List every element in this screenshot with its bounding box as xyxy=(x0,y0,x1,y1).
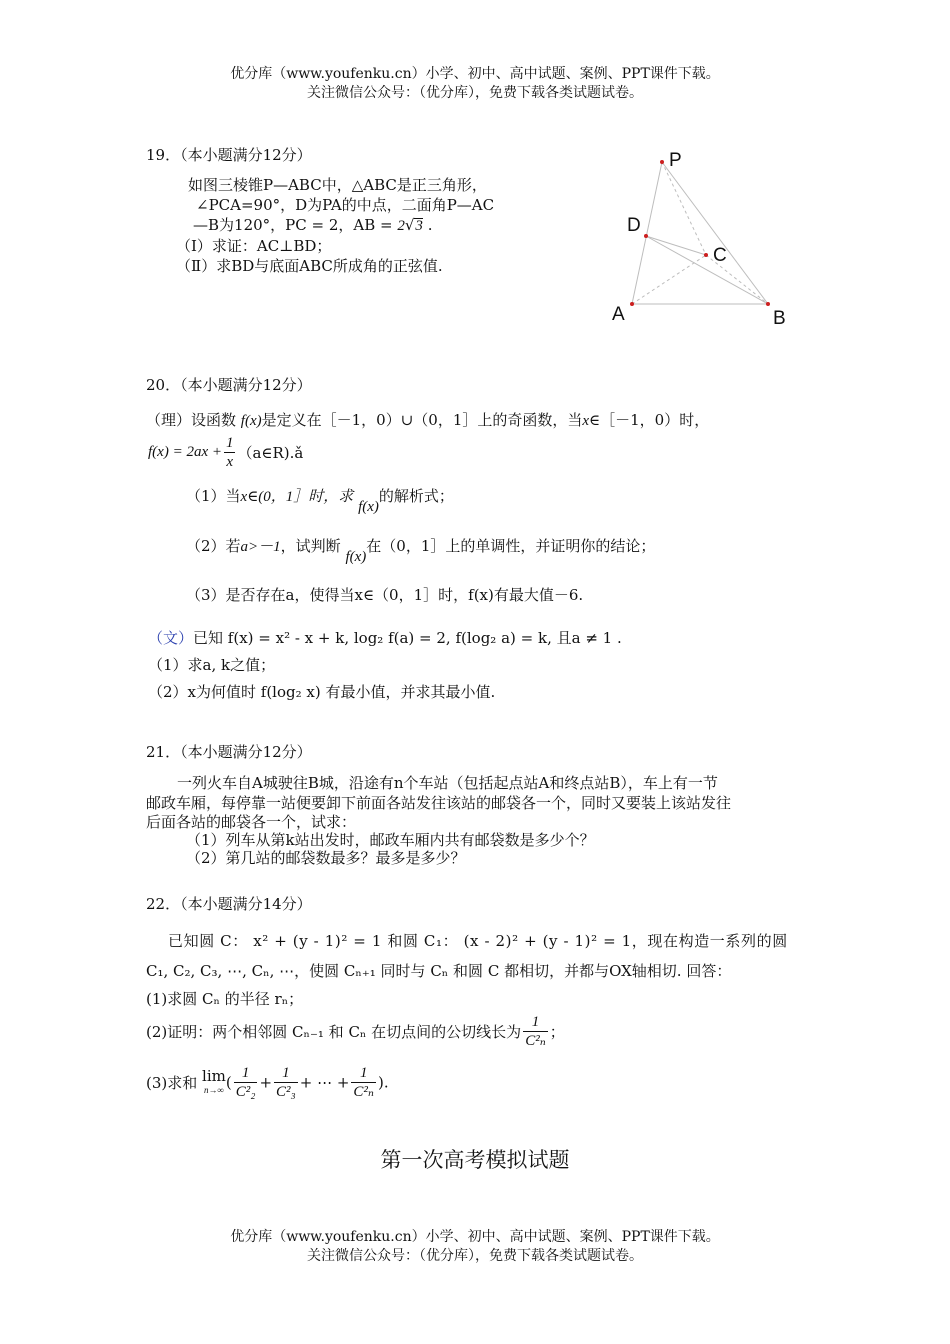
q22-line-1: 已知圆 C： x² + (y - 1)² = 1 和圆 C₁： (x - 2)² + (y - 1)² = 1，现在构造一系列的圆 xyxy=(168,932,788,950)
q20-part-3: （3）是否存在a，使得当x∈（0，1］时，f(x)有最大值－6. xyxy=(186,586,584,604)
q22-p3a: (3)求和 xyxy=(146,1074,198,1092)
q19-sqrt-coef: 2 xyxy=(397,218,405,234)
q20-wen-part-1: （1）求a, k之值； xyxy=(148,656,276,674)
edge-PC-dashed xyxy=(662,162,706,255)
q20-wen-body: 已知 f(x) = x² - x + k, log₂ f(a) = 2, f(log₂ a) = k, 且a ≠ 1 . xyxy=(193,629,622,647)
q20-intro xyxy=(146,409,709,430)
q22-p3-end: ). xyxy=(378,1073,389,1092)
q20-p2c: 在（0，1］上的单调性，并证明你的结论； xyxy=(366,537,656,555)
point-P xyxy=(660,160,664,164)
q21-line-3: 后面各站的邮袋各一个，试求： xyxy=(146,813,357,831)
q22-term-2 xyxy=(274,1064,298,1101)
q20-part-2 xyxy=(186,535,656,565)
q20-intro-b: 是定义在［－1，0）∪（0，1］上的奇函数，当 xyxy=(261,411,583,429)
q19-body-3-end: . xyxy=(427,216,433,234)
q20-fx: f(x) xyxy=(240,413,262,429)
q20-wen xyxy=(148,627,622,648)
q19-body-3-text: —B为120°，PC = 2，AB = xyxy=(193,216,393,234)
q19-sqrt-value: 3 xyxy=(415,218,423,234)
q19-body-2: ∠PCA=90°，D为PA的中点，二面角P—AC xyxy=(196,196,495,214)
point-C xyxy=(704,253,708,257)
q20-wen-part-2: （2）x为何值时 f(log₂ x) 有最小值，并求其最小值. xyxy=(148,683,496,701)
q22-p2-den: C²ₙ xyxy=(525,1033,546,1049)
q20-intro-c: ［－1，0）时， xyxy=(600,411,710,429)
point-A xyxy=(630,302,634,306)
q22-limit xyxy=(202,1066,226,1097)
point-D xyxy=(644,234,648,238)
q22-line-2: C₁, C₂, C₃, ⋯, Cₙ, ⋯，使圆 Cₙ₊₁ 同时与 Cₙ 和圆 C 都相切，并都与OX轴相切. 回答： xyxy=(146,962,732,980)
q21-line-1: 一列火车自A城驶往B城，沿途有n个车站（包括起点站A和终点站B），车上有一节 xyxy=(177,774,718,792)
q22-title: 22．（本小题满分14分） xyxy=(146,895,312,913)
label-P: P xyxy=(669,150,682,171)
q20-p2-fx: f(x) xyxy=(345,549,367,565)
edge-PB xyxy=(662,162,768,304)
q22-p2-num: 1 xyxy=(523,1013,548,1032)
q20-intro-a: （理）设函数 xyxy=(146,411,237,429)
q20-title: 20．（本小题满分12分） xyxy=(146,376,312,394)
point-B xyxy=(766,302,770,306)
q22-part-2 xyxy=(146,1013,565,1050)
tetrahedron-figure xyxy=(600,140,810,340)
q21-part-2: （2）第几站的邮袋数最多？最多是多少？ xyxy=(186,849,466,867)
q20-xin: x∈ xyxy=(582,413,601,429)
q22-term-2-num: 1 xyxy=(274,1064,298,1083)
q19-title: 19．（本小题满分12分） xyxy=(146,146,312,164)
q20-p1-fx: f(x) xyxy=(358,499,379,515)
q22-p2-fraction xyxy=(523,1013,548,1050)
q22-part-1: (1)求圆 Cₙ 的半径 rₙ； xyxy=(146,990,304,1008)
footer-line-1: 优分库（www.youfenku.cn）小学、初中、高中试题、案例、PPT课件下载。 xyxy=(230,1229,720,1245)
label-C: C xyxy=(713,245,727,266)
q20-p2a: （2）若 xyxy=(186,537,241,555)
q22-p2b: ； xyxy=(549,1023,565,1041)
q20-p2b: ，试判断 xyxy=(280,537,341,555)
q22-dots: + ⋯ + xyxy=(299,1073,350,1092)
q20-def-cond: （a∈R).ǎ xyxy=(237,444,304,462)
q22-term-1-num: 1 xyxy=(234,1064,258,1083)
radical-sign: √ xyxy=(404,216,415,234)
label-A: A xyxy=(612,304,625,325)
q20-p1a: （1）当 xyxy=(186,487,241,505)
q20-def-lhs: f(x) = 2ax + xyxy=(148,444,222,460)
section-title: 第一次高考模拟试题 xyxy=(380,1148,570,1172)
q20-wen-tag: （文） xyxy=(148,629,194,647)
edge-DB xyxy=(646,236,768,304)
q22-term-2-den: C²₃ xyxy=(276,1084,296,1100)
q20-definition xyxy=(148,434,303,471)
q22-lim-word: lim xyxy=(202,1066,226,1085)
q22-term-n-num: 1 xyxy=(351,1064,376,1083)
q19-body-1: 如图三棱锥P—ABC中，△ABC是正三角形， xyxy=(188,176,487,194)
header-line-1: 优分库（www.youfenku.cn）小学、初中、高中试题、案例、PPT课件下载。 xyxy=(230,66,720,82)
edge-AC-dashed xyxy=(632,255,706,304)
q22-term-n xyxy=(351,1064,376,1101)
q22-term-1-den: C²₂ xyxy=(235,1084,256,1100)
q21-line-2: 邮政车厢，每停靠一站便要卸下前面各站发往该站的邮袋各一个，同时又要装上该站发往 xyxy=(146,794,732,812)
q22-term-n-den: C²ₙ xyxy=(353,1084,375,1100)
q20-def-den: x xyxy=(226,454,234,470)
header-line-2: 关注微信公众号：（优分库），免费下载各类试题试卷。 xyxy=(307,85,643,101)
footer-line-2: 关注微信公众号：（优分库），免费下载各类试题试卷。 xyxy=(307,1248,643,1264)
q20-def-num: 1 xyxy=(225,435,234,451)
label-B: B xyxy=(773,308,786,329)
q20-p1x: x∈(0，1］时，求 xyxy=(240,489,354,505)
q19-body-3 xyxy=(193,214,432,235)
q20-def-fraction xyxy=(224,434,236,471)
label-D: D xyxy=(627,215,641,236)
q20-part-1 xyxy=(186,485,454,515)
q21-title: 21．（本小题满分12分） xyxy=(146,743,312,761)
q19-part-2: （Ⅱ）求BD与底面ABC所成角的正弦值. xyxy=(176,257,443,275)
q22-p2a: (2)证明：两个相邻圆 Cₙ₋₁ 和 Cₙ 在切点间的公切线长为 xyxy=(146,1023,522,1041)
q22-lim-sub: n→∞ xyxy=(203,1084,224,1095)
q19-part-1: （Ⅰ）求证：AC⊥BD； xyxy=(176,237,332,255)
q20-p1b: 的解析式； xyxy=(378,487,454,505)
q21-part-1: （1）列车从第k站出发时，邮政车厢内共有邮袋数是多少个？ xyxy=(186,831,595,849)
q22-term-1 xyxy=(234,1064,258,1101)
q22-part-3: (3)求和 lim n→∞ ( $\frac{1}{\text{C²₂}}$ + $\frac{1}{\text{C²₃}}$ + ⋯ + $\frac{1}{\text{C²ₙ}}$ ). xyxy=(146,1065,389,1100)
q20-p2cond: a>－1 xyxy=(240,539,281,555)
